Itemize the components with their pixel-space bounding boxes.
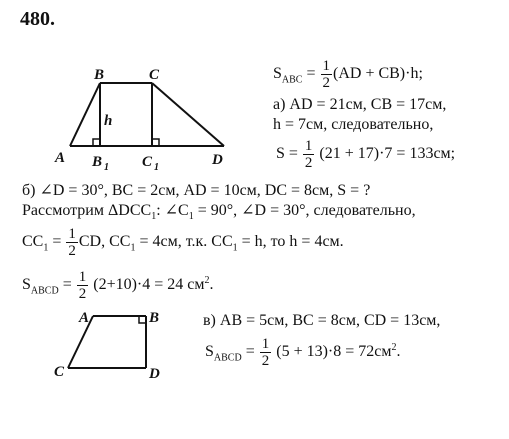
fig1-label-h: h: [104, 113, 113, 129]
fig1-label-b1: B: [92, 154, 103, 170]
fig2-label-b: B: [149, 310, 160, 326]
fig1-label-a: A: [55, 150, 66, 166]
part-c-area: $S_{ABCD}$ = $\frac{1}{2}$ $(5 + 13)\cdot 8 = 72см^2$.: [205, 336, 401, 369]
formula-area-trapezoid: $S_{ABC}$ = $\frac{1}{2}$ (AD + CB)·h;: [273, 58, 423, 91]
fig1-label-d: D: [212, 152, 223, 168]
fig1-label-b1-sub: 1: [104, 162, 109, 173]
part-a-line-1: а) AD = 21см, CB = 17см,: [273, 96, 447, 113]
fig2-label-a: A: [79, 310, 90, 326]
fig2-label-c: C: [54, 364, 65, 380]
fig1-label-b: B: [94, 67, 105, 83]
fig1-label-c: C: [149, 67, 160, 83]
fig1-label-c1-sub: 1: [154, 162, 159, 173]
part-b-line-2: Рассмотрим $\Delta DCC_1$: $\angle C_1 = 90^\circ$, ∠D = 30°, следовательно,: [22, 202, 416, 223]
part-b-area: $S_{ABCD}$ = $\frac{1}{2}$ (2+10)·4 = 24 $см^2$.: [22, 269, 214, 302]
part-a-line-2: h = 7см, следовательно,: [273, 116, 434, 133]
fig2-label-d: D: [149, 366, 160, 382]
part-b-line-1: б) ∠D = 30°, BC = 2см, AD = 10см, DC = 8см, S = ?: [22, 182, 371, 199]
part-b-line-3: $CC_1$ = $\frac{1}{2}$ CD, $CC_1 = 4см$, т.к. $CC_1 = h$, то h = 4см.: [22, 226, 344, 259]
part-c-line-1: в) AB = 5см, BC = 8см, CD = 13см,: [203, 312, 441, 329]
fig1-label-c1: C: [142, 154, 153, 170]
part-a-area: S = $\frac{1}{2}$ (21 + 17)·7 = 133см;: [276, 138, 456, 171]
problem-number: 480.: [20, 8, 55, 30]
